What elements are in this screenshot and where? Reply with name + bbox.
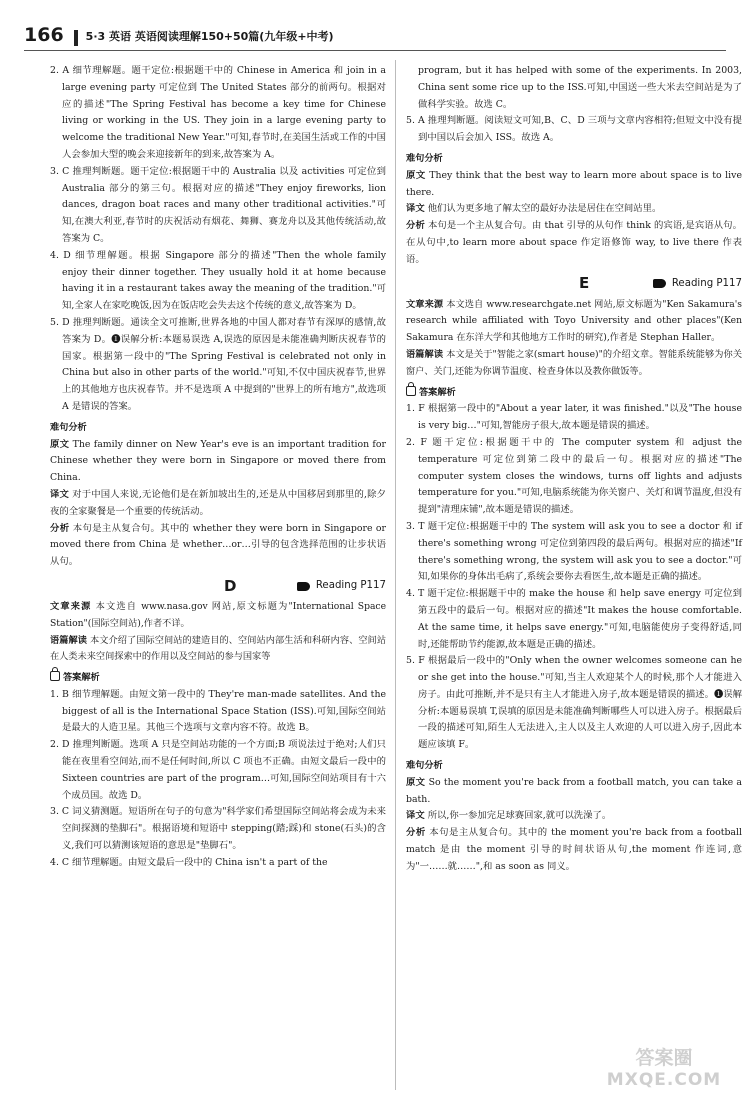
page-number: 166: [24, 24, 64, 46]
pointing-hand-icon: [297, 582, 310, 591]
original-sentence: 原文 The family dinner on New Year's eve is an important tradition for Chinese whether they were born in Singapore or moved there from China.: [50, 438, 386, 484]
answer-analysis-title: 答案解析: [406, 385, 742, 402]
difficult-sentence-title: 难句分析: [406, 152, 443, 164]
section-e-header: [406, 275, 742, 293]
text-overview: 语篇解读 本文介绍了国际空间站的建造目的、空间站内部生活和科研内容、空间站在人类未来空间探索中的作用以及空间站的参与国家等: [50, 634, 387, 663]
answer-d-4-continued: program, but it has helped with some of the experiments. In 2003, China sent some rice up to the ISS.可知,中国送一些大米去空间站是为了做科学实验。故选 C。: [418, 65, 742, 110]
section-letter-d: D: [224, 576, 237, 595]
analysis: 分析 本句是主从复合句。其中的 whether they were born in Singapore or moved there from China 是 whether…or…引导的包含选择范围的让步状语从句。: [50, 522, 386, 568]
header-bar: [74, 30, 78, 46]
original-sentence: 原文 They think that the best way to learn more about space is to live there.: [406, 169, 742, 198]
book-title: 5·3 英语 英语阅读理解150+50篇(九年级+中考): [85, 30, 334, 43]
answer-analysis-title: 答案解析: [50, 670, 386, 687]
analysis: 分析 本句是主从复合句。其中的 the moment you're back from a football match 是由 the moment 引导的时间状语从句,the moment 作连词,意为"一……就……",和 as soon as 同义。: [406, 827, 742, 872]
lock-icon: [50, 671, 60, 681]
original-sentence: 原文 So the moment you're back from a football match, you can take a bath.: [406, 776, 742, 805]
article-source: 文章来源 本文选自 www.researchgate.net 网站,原文标题为"Ken Sakamura's research while affiliated with Toyo University and other places"(Ken Sakamura 在东洋大学和其他地方工作时的研究),作者是 Stephan Haller。: [406, 298, 742, 344]
reading-ref: Reading P117: [297, 578, 386, 595]
answer-c-3: 3. C 推理判断题。题干定位:根据题干中的 Australia 以及 activities 可定位到 Australia 部分的第三句。根据对应的描述"They enjoy fireworks, lion dances, dragon boat races and many other traditional activities."可知,在澳大利亚,春节时的庆祝活动有烟花、舞狮、赛龙舟以及其他传统活动,故答案为 C。: [50, 165, 386, 244]
translation: 译文 所以,你一参加完足球赛回家,就可以洗澡了。: [406, 810, 612, 822]
translation: 译文 他们认为更多地了解太空的最好办法是居住在空间站里。: [406, 203, 662, 215]
answer-e-1: 1. F 根据第一段中的"About a year later, it was finished."以及"The house is very big…"可知,智能房子很大,故本题是错误的描述。: [406, 403, 742, 432]
answer-e-4: 4. T 题干定位:根据题干中的 make the house 和 help save energy 可定位到第五段中的最后一句。根据对应的描述"It makes the house comfortable. At the same time, it helps save energy."可知,电脑能使房子变得舒适,同时,还能帮助节约能源,故本题是正确的描述。: [406, 588, 742, 650]
reading-ref: Reading P117: [653, 276, 742, 293]
column-divider: [395, 60, 396, 1090]
answer-e-3: 3. T 题干定位:根据题干中的 The system will ask you to see a doctor 和 if there's something wrong 可定位到第四段的最后两句。根据对应的描述"If there's something wrong, the system will ask you to see a doctor."可知,如果你的身体出毛病了,系统会要你去看医生,故本题是正确的描述。: [406, 520, 742, 583]
header-rule: [24, 50, 726, 51]
difficult-sentence-title: 难句分析: [406, 760, 443, 772]
translation: 译文 对于中国人来说,无论他们是在新加坡出生的,还是从中国移居到那里的,除夕夜的全家聚餐是一个重要的传统活动。: [50, 488, 386, 517]
left-column: [50, 63, 386, 872]
answer-d-3: 3. C 词义猜测题。短语所在句子的句意为"科学家们希望国际空间站将会成为未来空间探测的垫脚石"。根据语境和短语中 stepping(踏;踩)和 stone(石头)的含义,我们可以猜测该短语的意思是"垫脚石"。: [50, 806, 386, 852]
answer-d-2: 2. D 推理判断题。选项 A 只是空间站功能的一个方面;B 项说法过于绝对;人们只能在夜里看空间站,而不是任何时间,所以 C 项也不正确。由短文最后一段中的 Sixteen countries are part of the program…可知,国际空间站项目有十六个成员国。故选 D。: [50, 739, 386, 801]
answer-c-5: 5. D 推理判断题。通读全文可推断,世界各地的中国人都对春节有深厚的感情,故答案为 D。❶误解分析:本题易误选 A,误选的原因是未能准确判断庆祝春节的国家。根据第一段中的"The Spring Festival is celebrated not only in China but also in other parts of the world."可知,不仅中国庆祝春节,世界上的其他地方也庆祝春节。并不是选项 A 中提到的"世界上的所有地方",故选项 A 是错误的答案。: [50, 316, 386, 412]
answer-d-1: 1. B 细节理解题。由短文第一段中的 They're man-made satellites. And the biggest of all is the International Space Station (ISS).可知,国际空间站是最大的人造卫星。其他三个选项与文章内容不符。故选 B。: [50, 688, 386, 734]
section-letter-e: E: [579, 274, 590, 293]
right-column: [406, 63, 742, 876]
analysis: 分析 本句是一个主从复合句。由 that 引导的从句作 think 的宾语,是宾语从句。在从句中,to learn more about space 作定语修饰 way, to live there 作表语。: [406, 220, 742, 265]
article-source: 文章来源 本文选自 www.nasa.gov 网站,原文标题为"International Space Station"(国际空间站),作者不详。: [50, 600, 387, 629]
text-overview: 语篇解读 本文是关于"智能之家(smart house)"的介绍文章。智能系统能够为你关窗户、关门,还能为你调节温度、检查身体以及教你做饭等。: [406, 348, 743, 377]
page-header: [24, 16, 726, 46]
answer-e-2: 2. F 题干定位:根据题干中的 The computer system 和 adjust the temperature 可定位到第二段中的最后一句。根据对应的描述"The computer system closes the windows, turns off lights and adjusts temperature for you."可知,电脑系统能为你关窗户、关灯和调节温度,但没有提到"清理床铺",故本题是错误的描述。: [406, 436, 742, 516]
answer-c-4: 4. D 细节理解题。根据 Singapore 部分的描述"Then the whole family enjoy their dinner together. They usually hold it at home because having it in a restaurant takes away the meaning of the tradition."可知,全家人在家吃晚饭,因为在饭店吃会失去这个传统的意义,故答案为 D。: [50, 249, 386, 312]
pointing-hand-icon: [653, 279, 666, 288]
difficult-sentence-title: 难句分析: [50, 421, 87, 433]
answer-c-2: 2. A 细节理解题。题干定位:根据题干中的 Chinese in America 和 join in a large evening party 可定位到 The United States 部分的前两句。根据对应的描述"The Spring Festival has become a key time for Chinese living or working in the US. They join in a large evening party to welcome the traditional New Year."可知,春节时,在美国生活或工作的中国人会参加大型的晚会来迎接新年的到来,故答案为 A。: [50, 65, 386, 160]
watermark: 答案圈 MXQE.COM: [606, 1047, 722, 1090]
answer-d-5: 5. A 推理判断题。阅读短文可知,B、C、D 三项与文章内容相符;但短文中没有提到中国以后会加入 ISS。故选 A。: [406, 115, 742, 144]
answer-e-5: 5. F 根据最后一段中的"Only when the owner welcomes someone can he or she get into the house."可知,当主人欢迎某个人的时候,那个人才能进入房子。由此可推断,并不是只有主人才能进入房子,故本题是错误的描述。❶误解分析:本题易误填 T,误填的原因是未能准确判断哪些人可以进入房子。根据最后一段的描述可知,陌生人无法进入,主人以及主人欢迎的人可以进入房子,因此本题应该填 F。: [406, 655, 742, 751]
lock-icon: [406, 386, 416, 396]
section-d-header: [50, 577, 386, 595]
answer-d-4: 4. C 细节理解题。由短文最后一段中的 China isn't a part of the: [50, 856, 328, 868]
